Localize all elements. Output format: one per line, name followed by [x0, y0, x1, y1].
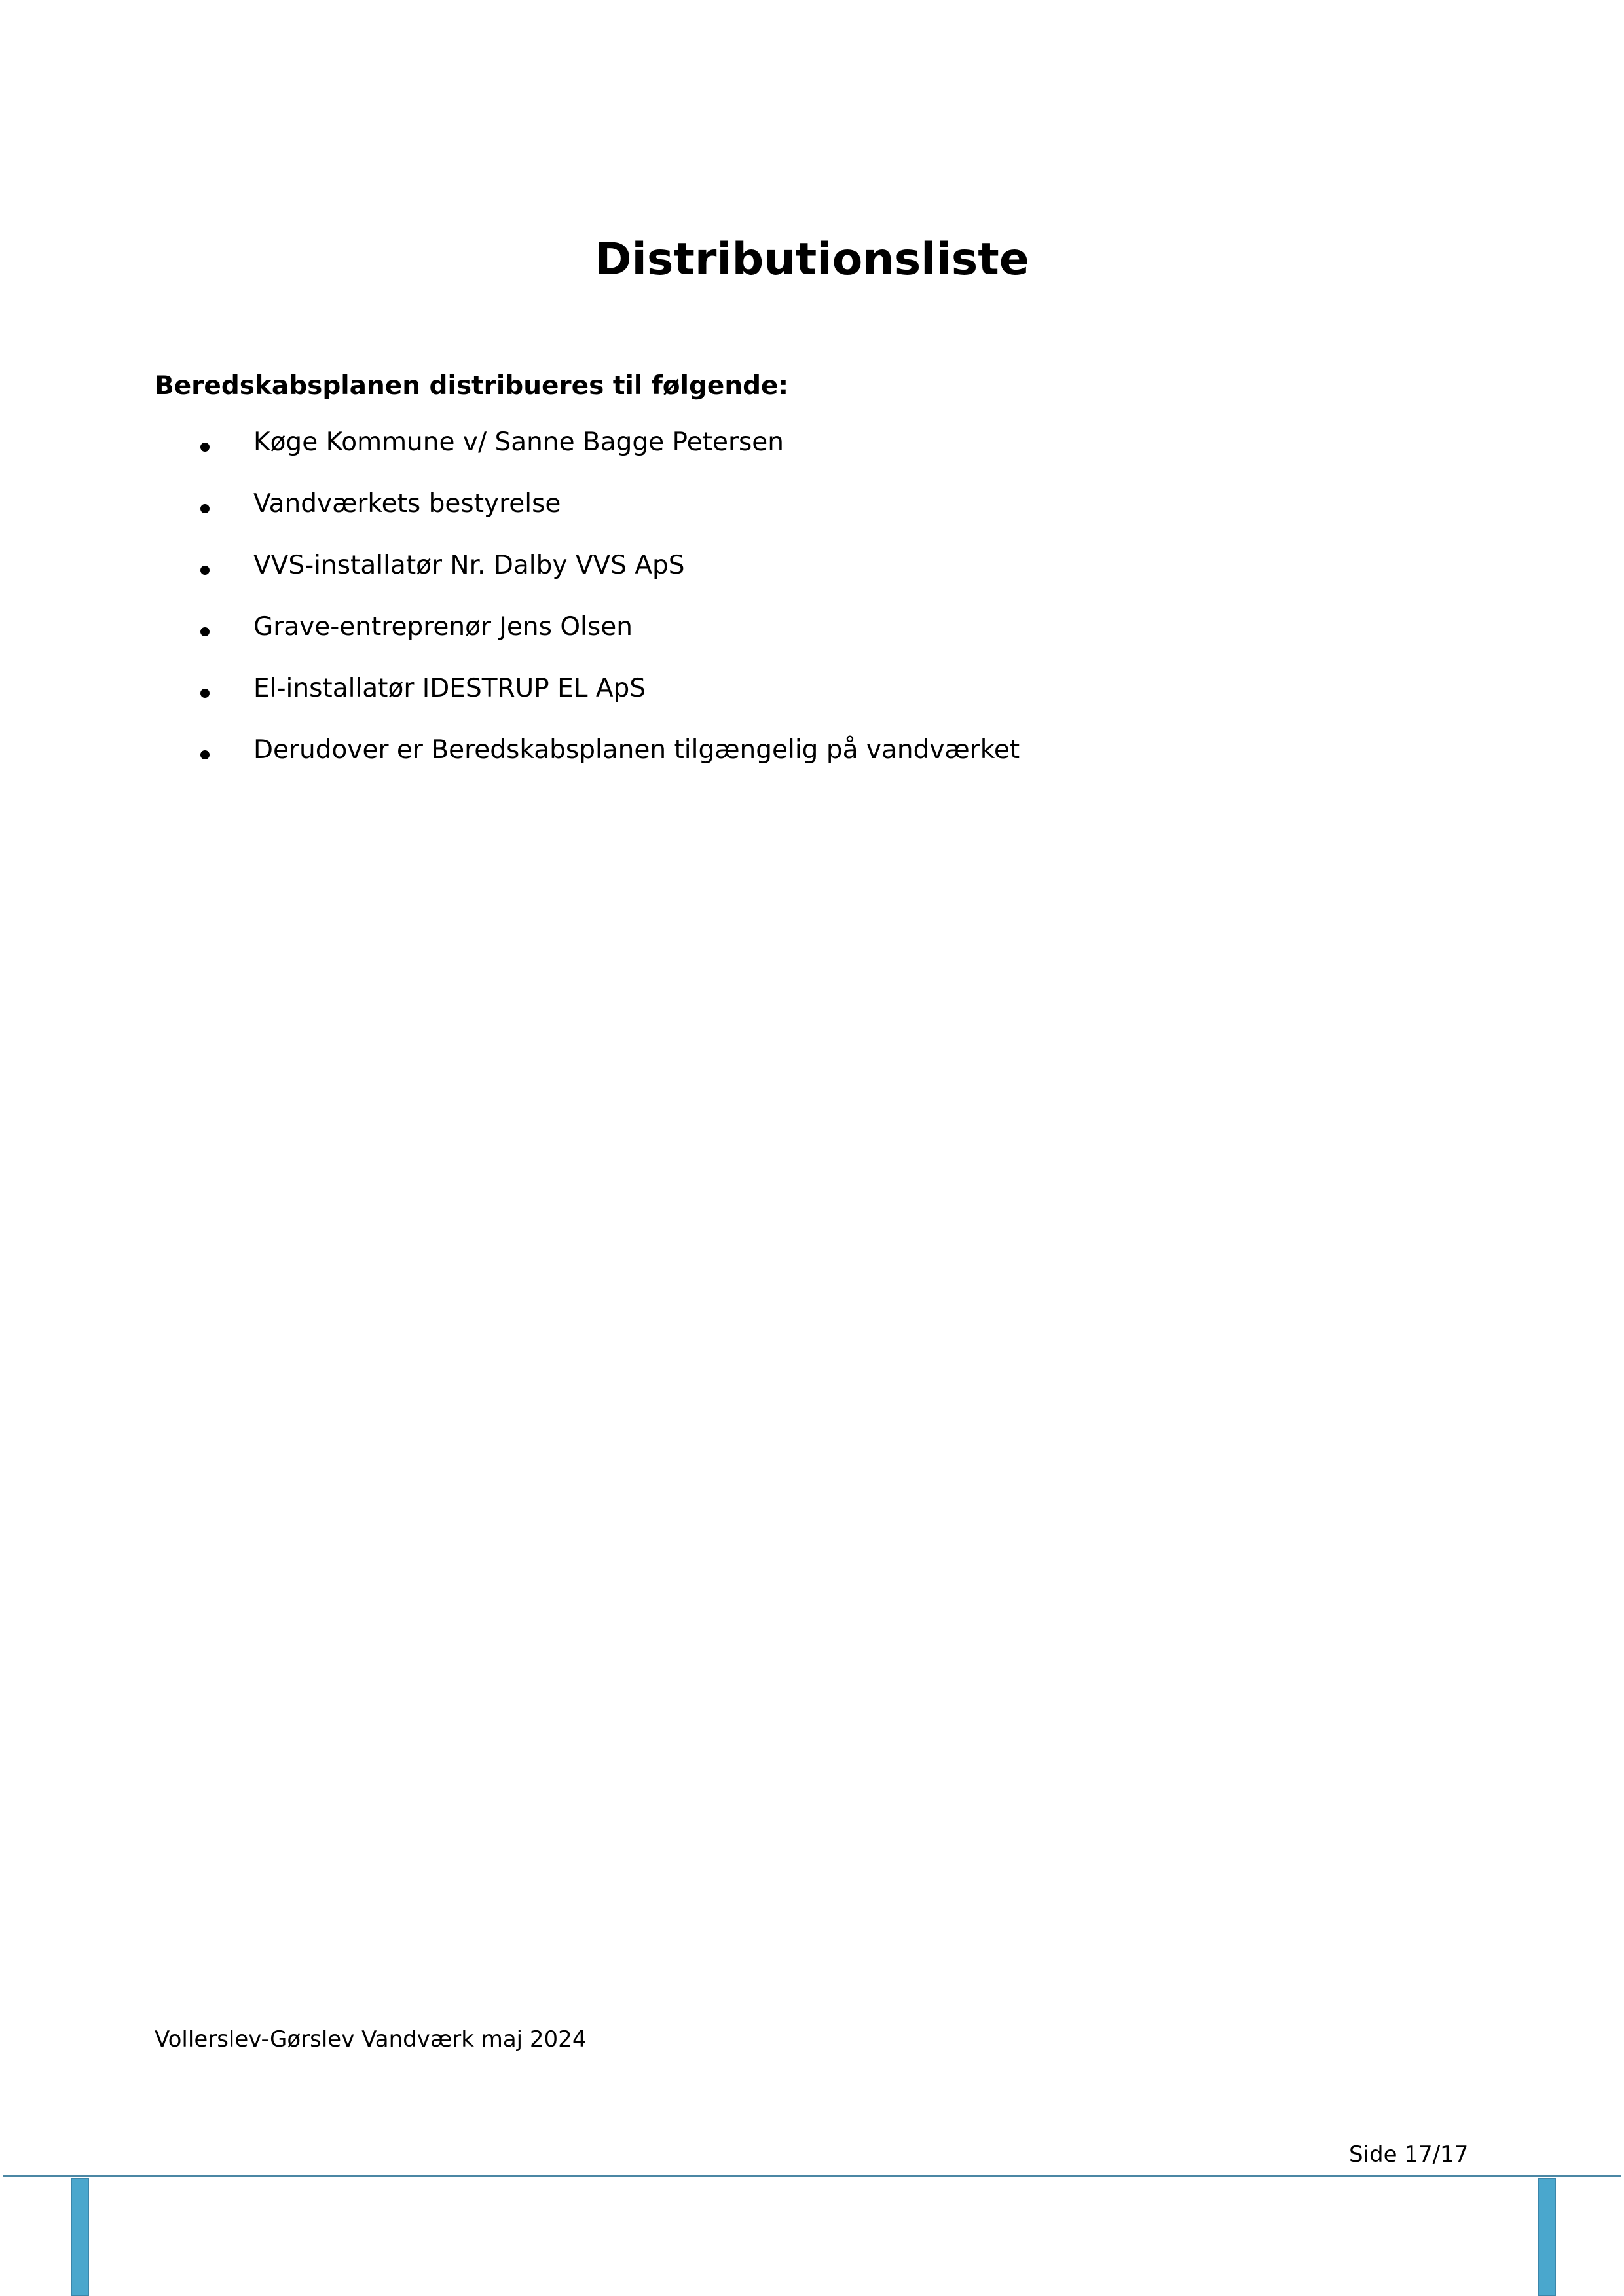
bullet-icon: [200, 627, 210, 636]
list-item: [0, 426, 1310, 487]
list-item-text: Køge Kommune v/ Sanne Bagge Petersen: [253, 428, 784, 457]
page-title: Distributionsliste: [595, 234, 1029, 285]
bullet-icon: [200, 566, 210, 575]
footer-divider: [3, 2175, 1621, 2177]
list-item-text: Vandværkets bestyrelse: [253, 489, 561, 519]
list-item: [0, 487, 1310, 549]
list-item: [0, 610, 1310, 672]
list-item: [0, 672, 1310, 733]
list-item-text: VVS-installatør Nr. Dalby VVS ApS: [253, 551, 685, 580]
list-item-text: Grave-entreprenør Jens Olsen: [253, 612, 633, 642]
bullet-icon: [200, 443, 210, 452]
bullet-icon: [200, 689, 210, 698]
list-item: [0, 733, 1310, 795]
footer-text: Vollerslev-Gørslev Vandværk maj 2024: [155, 2026, 587, 2052]
distribution-list: [0, 426, 1310, 795]
page-number: Side 17/17: [1349, 2141, 1469, 2168]
intro-heading: Beredskabsplanen distribueres til følgende:: [155, 371, 789, 401]
list-item-text: Derudover er Beredskabsplanen tilgængelig på vandværket: [253, 735, 1020, 765]
footer-left-bar: [71, 2178, 89, 2296]
bullet-icon: [200, 750, 210, 759]
bullet-icon: [200, 504, 210, 513]
list-item-text: El-installatør IDESTRUP EL ApS: [253, 674, 646, 703]
list-item: [0, 549, 1310, 610]
footer-right-bar: [1538, 2178, 1556, 2296]
